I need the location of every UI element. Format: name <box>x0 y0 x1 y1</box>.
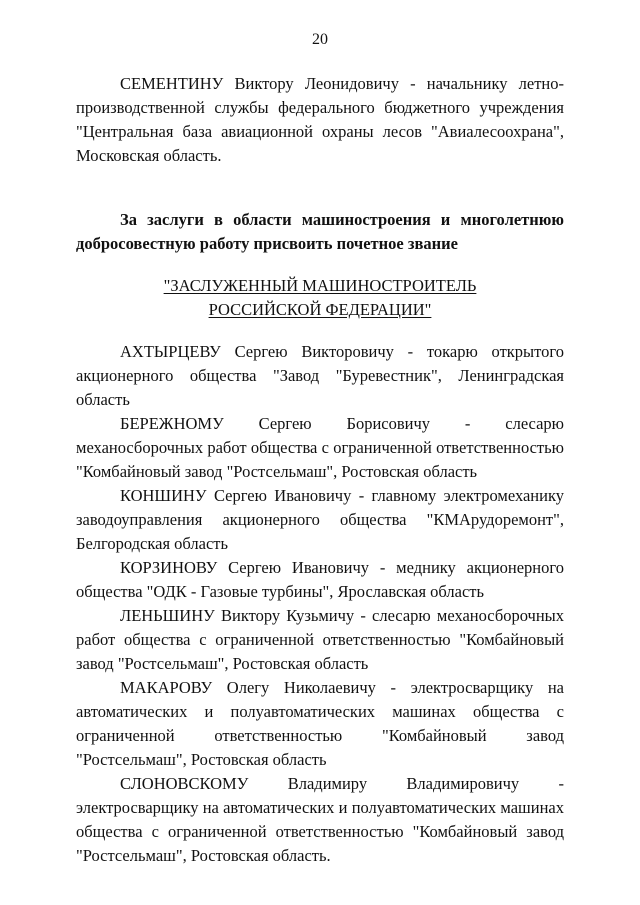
award-title-line-1: "ЗАСЛУЖЕННЫЙ МАШИНОСТРОИТЕЛЬ <box>163 276 477 295</box>
document-body <box>76 72 564 868</box>
intro-paragraph: СЕМЕНТИНУ Виктору Леонидовичу - начальнику летно-производственной службы федерального бюджетного учреждения "Центральная база авиационной охраны лесов "Авиалесоохрана", Московская область. <box>76 74 564 165</box>
section-heading: За заслуги в области машиностроения и многолетнюю добросовестную работу присвоить почетное звание <box>76 210 564 253</box>
award-entry: МАКАРОВУ Олегу Николаевичу - электросварщику на автоматических и полуавтоматических машинах общества с ограниченной ответственностью "Комбайновый завод "Ростсельмаш", Ростовская область <box>76 678 564 769</box>
award-title-line-2: РОССИЙСКОЙ ФЕДЕРАЦИИ" <box>208 300 432 319</box>
award-entry: КОНШИНУ Сергею Ивановичу - главному электромеханику заводоуправления акционерного общества "КМАрудоремонт", Белгородская область <box>76 486 564 553</box>
award-title <box>76 274 564 322</box>
award-entry: КОРЗИНОВУ Сергею Ивановичу - меднику акционерного общества "ОДК - Газовые турбины", Ярославская область <box>76 558 564 601</box>
page-number: 20 <box>312 31 328 48</box>
award-entry: БЕРЕЖНОМУ Сергею Борисовичу - слесарю механосборочных работ общества с ограниченной ответственностью "Комбайновый завод "Ростсельмаш", Ростовская область <box>76 414 564 481</box>
award-entry: АХТЫРЦЕВУ Сергею Викторовичу - токарю открытого акционерного общества "Завод "Буревестник", Ленинградская область <box>76 342 564 409</box>
award-entry: СЛОНОВСКОМУ Владимиру Владимировичу - электросварщику на автоматических и полуавтоматических машинах общества с ограниченной ответственностью "Комбайновый завод "Ростсельмаш", Ростовская область. <box>76 774 564 865</box>
award-entry: ЛЕНЬШИНУ Виктору Кузьмичу - слесарю механосборочных работ общества с ограниченной ответственностью "Комбайновый завод "Ростсельмаш", Ростовская область <box>76 606 564 673</box>
